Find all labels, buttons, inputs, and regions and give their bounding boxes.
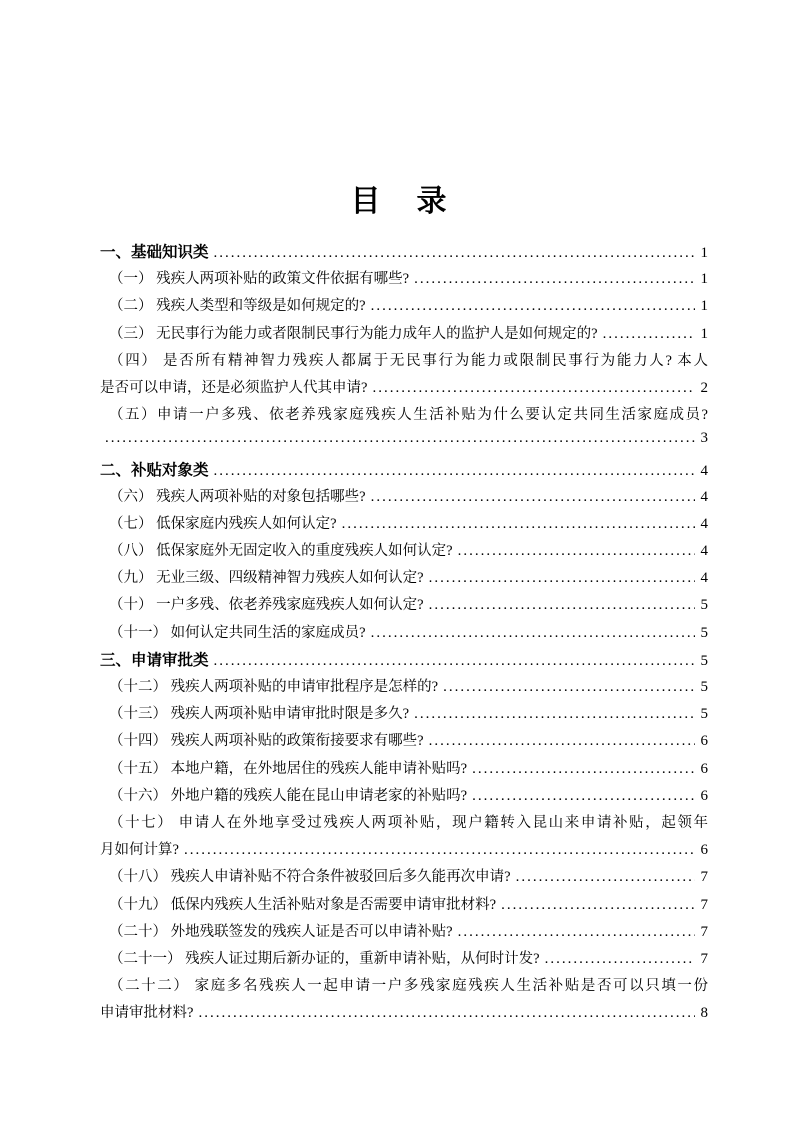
- page-number: 7: [700, 896, 708, 913]
- page-number: 1: [700, 325, 708, 342]
- dot-leader: [429, 597, 695, 614]
- dot-leader: [371, 625, 695, 642]
- toc-entry: [100, 702, 708, 729]
- page-number: 6: [700, 787, 708, 804]
- entry-text: （五）申请一户多残、依老养残家庭残疾人生活补贴为什么要认定共同生活家庭成员?: [109, 407, 708, 424]
- page-number: 4: [700, 488, 708, 505]
- page-number: 7: [700, 950, 708, 967]
- entry-text: （二十一） 残疾人证过期后新办证的，重新申请补贴，从何时计发?: [109, 950, 540, 967]
- toc-entry: [100, 893, 708, 920]
- entry-text: （六） 残疾人两项补贴的对象包括哪些?: [109, 488, 366, 505]
- entry-text: 是否可以申请，还是必须监护人代其申请?: [100, 379, 368, 396]
- page-number: 1: [700, 271, 708, 288]
- toc-entry-line2: [100, 838, 708, 865]
- dot-leader: [414, 271, 695, 288]
- page-number: 5: [700, 679, 708, 695]
- page-number: 6: [700, 733, 708, 750]
- entry-text: 月如何计算?: [100, 842, 179, 859]
- dot-leader: [342, 516, 695, 533]
- toc-entry-line2: [100, 1001, 708, 1028]
- toc-entry: [100, 485, 708, 512]
- page-number: 3: [700, 430, 708, 447]
- entry-text: 一、基础知识类: [100, 244, 209, 261]
- dot-leader: [603, 326, 695, 343]
- dot-leader: [198, 1005, 695, 1022]
- entry-text: （九） 无业三级、四级精神智力残疾人如何认定?: [109, 570, 424, 587]
- page-number: 7: [700, 923, 708, 940]
- page-number: 1: [700, 245, 708, 261]
- page-number: 7: [700, 869, 708, 886]
- table-of-contents: [100, 240, 708, 1028]
- page-number: 5: [700, 624, 708, 641]
- toc-entry: [100, 294, 708, 321]
- toc-entry-line1: [100, 811, 708, 838]
- toc-entry: [100, 621, 708, 648]
- page-number: 1: [700, 298, 708, 315]
- page-number: 6: [700, 760, 708, 777]
- entry-text: （十） 一户多残、依老养残家庭残疾人如何认定?: [109, 597, 424, 614]
- dot-leader: [214, 463, 695, 480]
- dot-leader: [501, 897, 695, 914]
- dot-leader: [429, 733, 695, 750]
- entry-text: （二十二） 家庭多名残疾人一起申请一户多残家庭残疾人生活补贴是否可以只填一份: [109, 978, 708, 995]
- dot-leader: [214, 653, 695, 670]
- entry-text: （一） 残疾人两项补贴的政策文件依据有哪些?: [109, 271, 410, 288]
- dot-leader: [371, 298, 695, 315]
- page-number: 2: [700, 379, 708, 396]
- dot-leader: [214, 245, 695, 262]
- page-number: 4: [700, 543, 708, 560]
- toc-section-header: [100, 240, 708, 267]
- dot-leader: [545, 951, 695, 968]
- entry-text: （八） 低保家庭外无固定收入的重度残疾人如何认定?: [109, 543, 453, 560]
- toc-entry: [100, 322, 708, 349]
- entry-text: （十一） 如何认定共同生活的家庭成员?: [109, 624, 366, 641]
- entry-text: （十八） 残疾人申请补贴不符合条件被驳回后多久能再次申请?: [109, 869, 511, 886]
- toc-entry: [100, 865, 708, 892]
- page-number: 4: [700, 570, 708, 587]
- dot-leader: [516, 869, 695, 886]
- entry-text: 三、申请审批类: [100, 651, 209, 669]
- dot-leader: [414, 706, 695, 723]
- entry-text: （十四） 残疾人两项补贴的政策衔接要求有哪些?: [109, 733, 424, 750]
- entry-text: （二十） 外地残联签发的残疾人证是否可以申请补贴?: [109, 923, 453, 940]
- dot-leader: [371, 489, 695, 506]
- entry-text: （三） 无民事行为能力或者限制民事行为能力成年人的监护人是如何规定的?: [109, 325, 598, 342]
- toc-entry: [100, 784, 708, 811]
- toc-entry-line1: [100, 349, 708, 376]
- entry-text: （十三） 残疾人两项补贴申请审批时限是多久?: [109, 706, 410, 723]
- dot-leader: [429, 570, 695, 587]
- entry-text: （十六） 外地户籍的残疾人能在昆山申请老家的补贴吗?: [109, 787, 468, 804]
- entry-text: （十二） 残疾人两项补贴的申请审批程序是怎样的?: [109, 679, 439, 695]
- entry-text: （七） 低保家庭内残疾人如何认定?: [109, 515, 337, 532]
- dot-leader: [458, 924, 695, 941]
- toc-entry: [100, 512, 708, 539]
- toc-entry: [100, 729, 708, 756]
- toc-entry: [100, 757, 708, 784]
- entry-text: （十九） 低保内残疾人生活补贴对象是否需要申请审批材料?: [109, 896, 497, 913]
- toc-entry: [100, 675, 708, 702]
- entry-text: 二、补贴对象类: [100, 461, 209, 479]
- page-number: 5: [700, 597, 708, 614]
- page-title: 目 录: [350, 185, 450, 218]
- toc-entry: [100, 593, 708, 620]
- dot-leader: [372, 380, 695, 397]
- toc-section-header: [100, 458, 708, 485]
- page-number: 5: [700, 706, 708, 723]
- page-number: 4: [700, 462, 708, 479]
- dot-leader: [472, 761, 695, 778]
- entry-text: （四） 是否所有精神智力残疾人都属于无民事行为能力或限制民事行为能力人? 本人: [109, 352, 708, 369]
- toc-entry: [100, 267, 708, 294]
- toc-entry: [100, 539, 708, 566]
- toc-entry: [100, 920, 708, 947]
- page-number: 4: [700, 515, 708, 532]
- dot-leader: [472, 788, 695, 805]
- dot-leader: [458, 543, 695, 560]
- page-number: 6: [700, 842, 708, 859]
- toc-entry-line1: [100, 403, 708, 430]
- toc-entry: [100, 566, 708, 593]
- toc-entry-line1: [100, 974, 708, 1001]
- dot-leader: [184, 842, 695, 859]
- toc-entry: [100, 947, 708, 974]
- entry-text: （十五） 本地户籍，在外地居住的残疾人能申请补贴吗?: [109, 760, 468, 777]
- entry-text: （十七） 申请人在外地享受过残疾人两项补贴，现户籍转入昆山来申请补贴，起领年: [109, 814, 708, 831]
- toc-entry-line2: [100, 430, 708, 457]
- page-number: 8: [700, 1005, 708, 1022]
- page-number: 5: [700, 652, 708, 669]
- entry-text: （二） 残疾人类型和等级是如何规定的?: [109, 298, 366, 315]
- dot-leader: [105, 430, 695, 447]
- toc-entry-line2: [100, 376, 708, 403]
- toc-section-header: [100, 648, 708, 675]
- dot-leader: [443, 679, 695, 696]
- entry-text: 申请审批材料?: [100, 1005, 194, 1022]
